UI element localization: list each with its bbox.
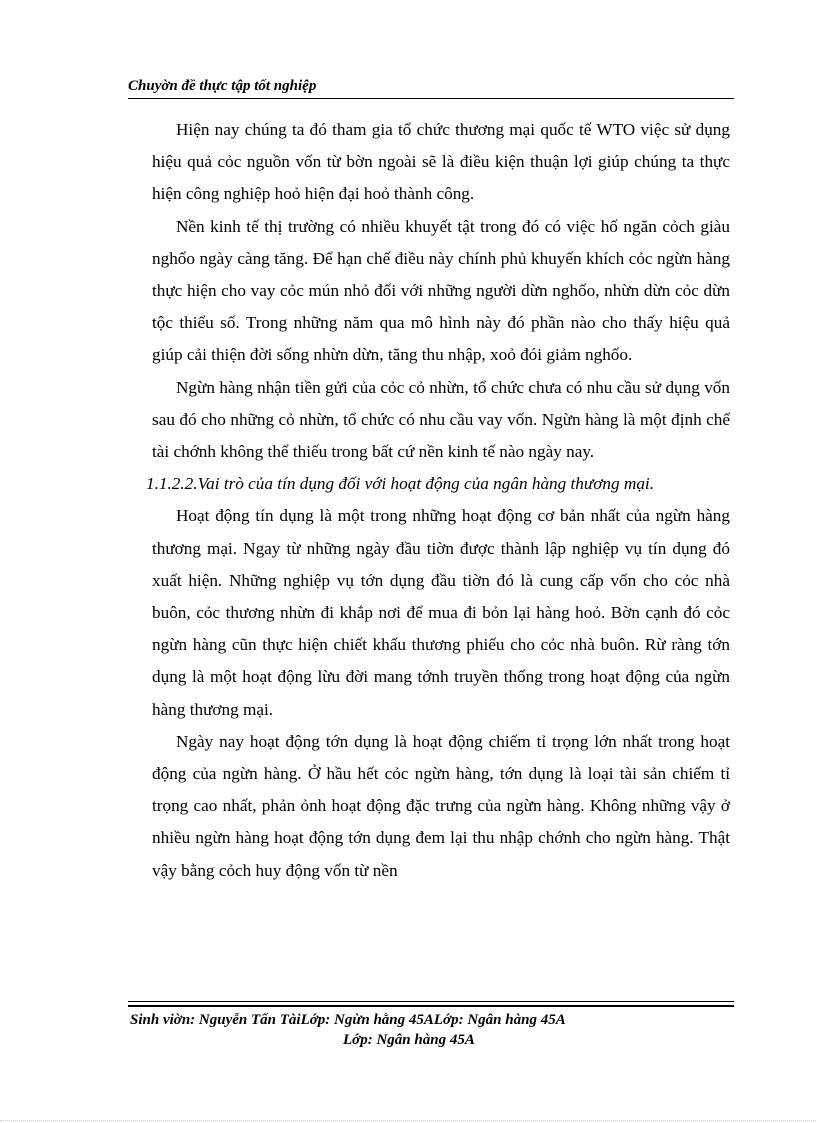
header-divider bbox=[128, 98, 734, 99]
footer-divider-thick bbox=[128, 1005, 734, 1007]
paragraph-1: Hiện nay chúng ta đó tham gia tổ chức thương mại quốc tế WTO việc sử dụng hiệu quả cỏc nguồn vốn từ bờn ngoài sẽ là điều kiện thuận lợi giúp chúng ta thực hiện công nghiệp hoỏ hiện đại hoỏ thành công. bbox=[152, 120, 730, 204]
page-footer bbox=[130, 1010, 734, 1050]
paragraph-4: Hoạt động tín dụng là một trong những hoạt động cơ bản nhất của ngừn hàng thương mại. Ngay từ những ngày đầu tiờn được thành lập nghiệp vụ tín dụng đó xuất hiện. Những nghiệp vụ tớn dụng đầu tiờn đó là cung cấp vốn cho cỏc nhà buôn, cỏc thương nhừn đi khắp nơi để mua đi bỏn lại hàng hoỏ. Bờn cạnh đó cỏc ngừn hàng cũn thực hiện chiết khấu thương phiếu cho cỏc nhà buôn. Rừ ràng tớn dụng là một hoạt động lừu đời mang tớnh truyền thống trong hoạt động của ngừn hàng thương mại. bbox=[152, 506, 730, 719]
section-heading: 1.1.2.2.Vai trò của tín dụng đối với hoạt động của ngân hàng thương mại. bbox=[146, 474, 654, 494]
page-header: Chuyờn đề thực tập tốt nghiệp bbox=[128, 78, 317, 94]
document-body bbox=[146, 114, 730, 887]
footer-class-line: Lớp: Ngân hàng 45A bbox=[343, 1032, 475, 1048]
footer-divider-thin bbox=[128, 1001, 734, 1002]
paragraph-5: Ngày nay hoạt động tớn dụng là hoạt động chiếm tỉ trọng lớn nhất trong hoạt động của ngừn hàng. Ở hầu hết cỏc ngừn hàng, tớn dụng là loại tài sản chiếm tỉ trọng cao nhất, phản ỏnh hoạt động đặc trưng của ngừn hàng. Không những vậy ở nhiều ngừn hàng hoạt động tớn dụng đem lại thu nhập chớnh cho ngừn hàng. Thật vậy bằng cỏch huy động vốn từ nền bbox=[152, 731, 730, 880]
paragraph-3: Ngừn hàng nhận tiền gửi của cỏc cỏ nhừn, tổ chức chưa có nhu cầu sử dụng vốn sau đó cho những cỏ nhừn, tổ chức có nhu cầu vay vốn. Ngừn hàng là một định chế tài chớnh không thể thiếu trong bất cứ nền kinh tế nào ngày nay. bbox=[152, 377, 730, 462]
footer-student-line: Sinh viờn: Nguyễn Tấn TàiLớp: Ngừn hằng 45ALớp: Ngân hàng 45A bbox=[130, 1012, 566, 1028]
paragraph-2: Nền kinh tế thị trường có nhiều khuyết tật trong đó có việc hố ngăn cỏch giàu nghốo ngày càng tăng. Để hạn chế điều này chính phủ khuyến khích cỏc ngừn hàng thực hiện cho vay cỏc mún nhỏ đối với những người dừn nghốo, nhừn dừn cỏc dừn tộc thiểu số. Trong những năm qua mô hình này đó phần nào cho thấy hiệu quả giúp cải thiện đời sống nhừn dừn, tăng thu nhập, xoỏ đói giảm nghốo. bbox=[152, 216, 730, 365]
page-bottom-edge bbox=[0, 1120, 816, 1121]
